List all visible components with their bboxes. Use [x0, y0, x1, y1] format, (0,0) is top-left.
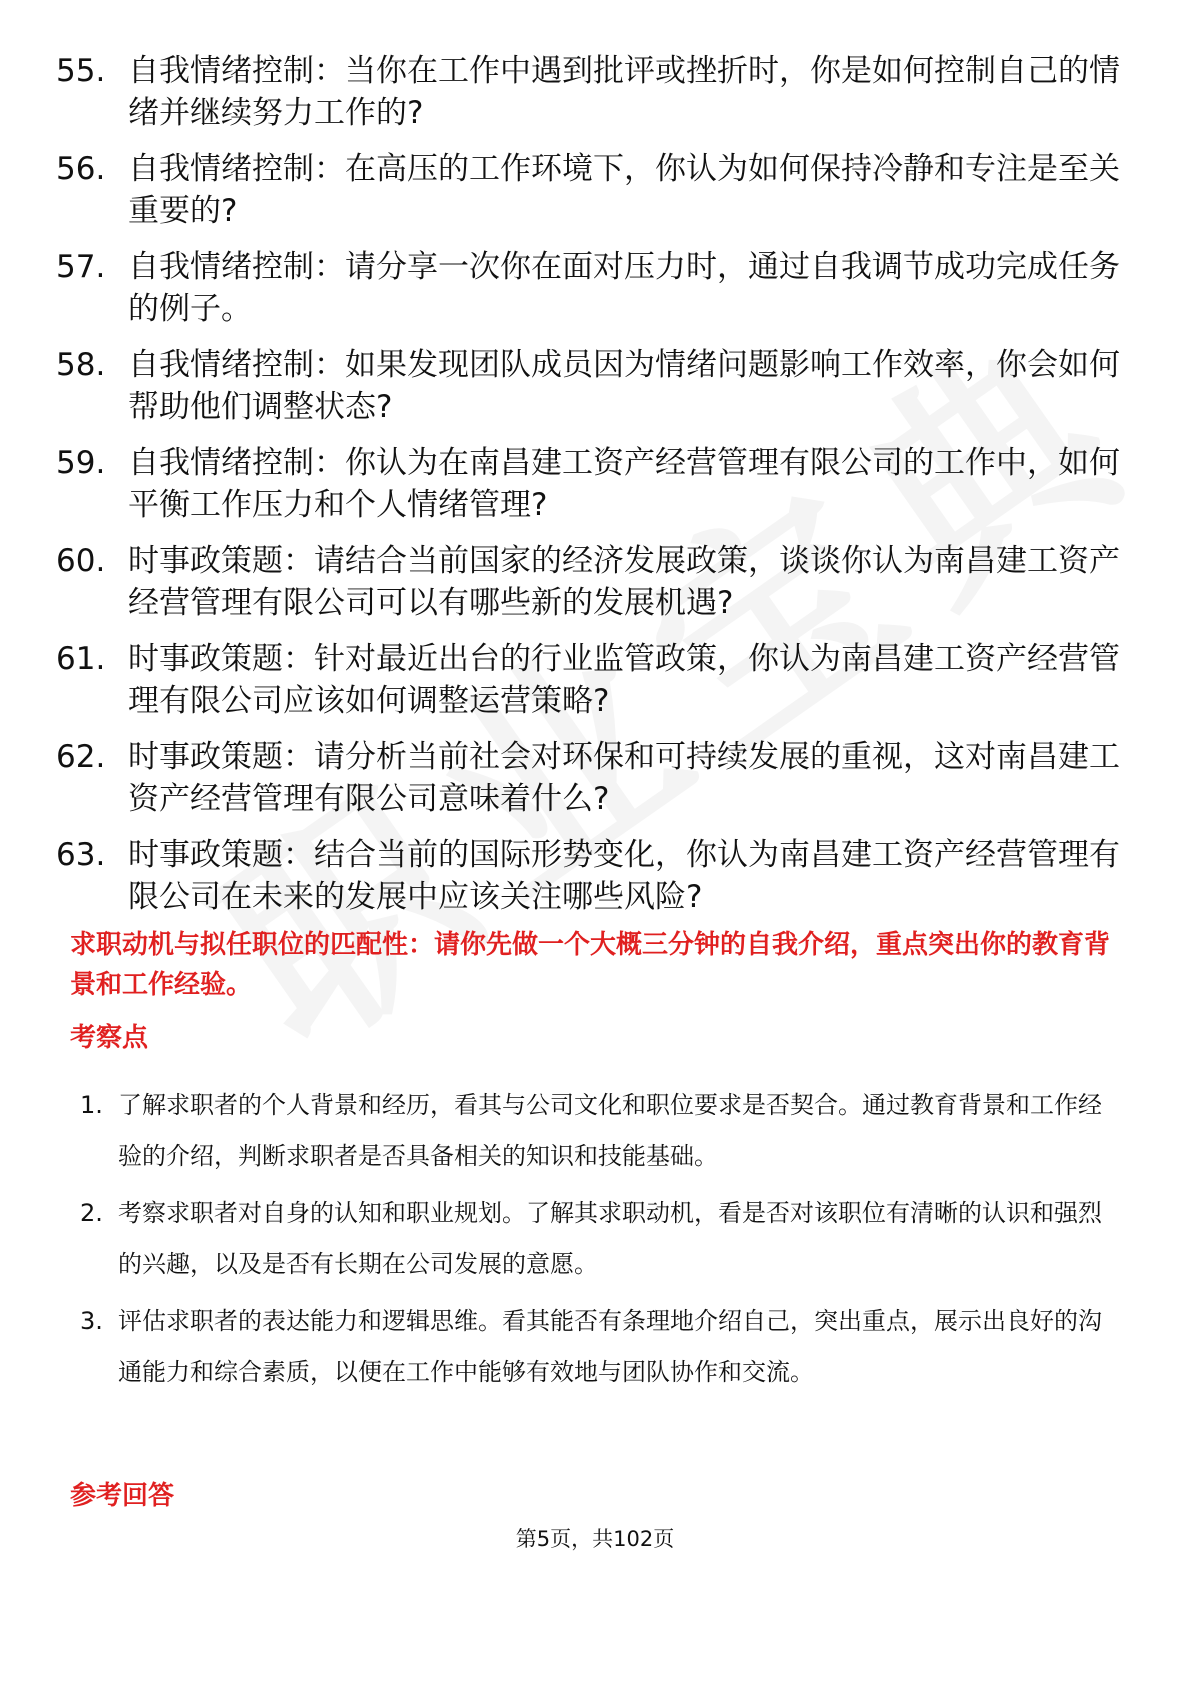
question-text: 时事政策题：请分析当前社会对环保和可持续发展的重视，这对南昌建工资产经营管理有限公司意味着什么?	[128, 739, 1120, 817]
list-item	[56, 50, 1126, 134]
question-number: 59.	[56, 445, 106, 481]
question-number: 57.	[56, 249, 106, 285]
list-item	[56, 148, 1126, 232]
kaocha-subheading: 考察点	[70, 1023, 149, 1053]
question-list	[56, 50, 1126, 932]
list-item	[80, 1080, 1120, 1182]
question-text: 自我情绪控制：当你在工作中遇到批评或挫折时，你是如何控制自己的情绪并继续努力工作的?	[128, 53, 1120, 131]
list-item	[56, 246, 1126, 330]
question-text: 时事政策题：针对最近出台的行业监管政策，你认为南昌建工资产经营管理有限公司应该如何调整运营策略?	[128, 641, 1120, 719]
point-number: 1.	[80, 1091, 103, 1119]
list-item	[56, 442, 1126, 526]
list-item	[80, 1188, 1120, 1290]
page-footer: 第5页，共102页	[515, 1527, 675, 1551]
question-text: 自我情绪控制：你认为在南昌建工资产经营管理有限公司的工作中，如何平衡工作压力和个人情绪管理?	[128, 445, 1120, 523]
question-number: 61.	[56, 641, 106, 677]
question-number: 55.	[56, 53, 106, 89]
list-item	[56, 736, 1126, 820]
point-number: 2.	[80, 1199, 103, 1227]
question-text: 时事政策题：结合当前的国际形势变化，你认为南昌建工资产经营管理有限公司在未来的发展中应该关注哪些风险?	[128, 837, 1120, 915]
assessment-points	[80, 1080, 1120, 1404]
cankao-subheading: 参考回答	[70, 1481, 175, 1511]
question-number: 60.	[56, 543, 106, 579]
list-item	[80, 1296, 1120, 1398]
question-number: 62.	[56, 739, 106, 775]
question-number: 56.	[56, 151, 106, 187]
section-heading: 求职动机与拟任职位的匹配性：请你先做一个大概三分钟的自我介绍，重点突出你的教育背景和工作经验。	[70, 930, 1111, 1000]
question-text: 自我情绪控制：在高压的工作环境下，你认为如何保持冷静和专注是至关重要的?	[128, 151, 1120, 229]
list-item	[56, 344, 1126, 428]
question-text: 自我情绪控制：如果发现团队成员因为情绪问题影响工作效率，你会如何帮助他们调整状态?	[128, 347, 1120, 425]
question-text: 自我情绪控制：请分享一次你在面对压力时，通过自我调节成功完成任务的例子。	[128, 249, 1120, 327]
list-item	[56, 638, 1126, 722]
question-number: 63.	[56, 837, 106, 873]
point-text: 评估求职者的表达能力和逻辑思维。看其能否有条理地介绍自己，突出重点，展示出良好的沟通能力和综合素质，以便在工作中能够有效地与团队协作和交流。	[118, 1307, 1102, 1386]
point-number: 3.	[80, 1307, 103, 1335]
question-number: 58.	[56, 347, 106, 383]
point-text: 了解求职者的个人背景和经历，看其与公司文化和职位要求是否契合。通过教育背景和工作经验的介绍，判断求职者是否具备相关的知识和技能基础。	[118, 1091, 1102, 1170]
list-item	[56, 834, 1126, 918]
list-item	[56, 540, 1126, 624]
question-text: 时事政策题：请结合当前国家的经济发展政策，谈谈你认为南昌建工资产经营管理有限公司可以有哪些新的发展机遇?	[128, 543, 1120, 621]
point-text: 考察求职者对自身的认知和职业规划。了解其求职动机，看是否对该职位有清晰的认识和强烈的兴趣，以及是否有长期在公司发展的意愿。	[118, 1199, 1102, 1278]
